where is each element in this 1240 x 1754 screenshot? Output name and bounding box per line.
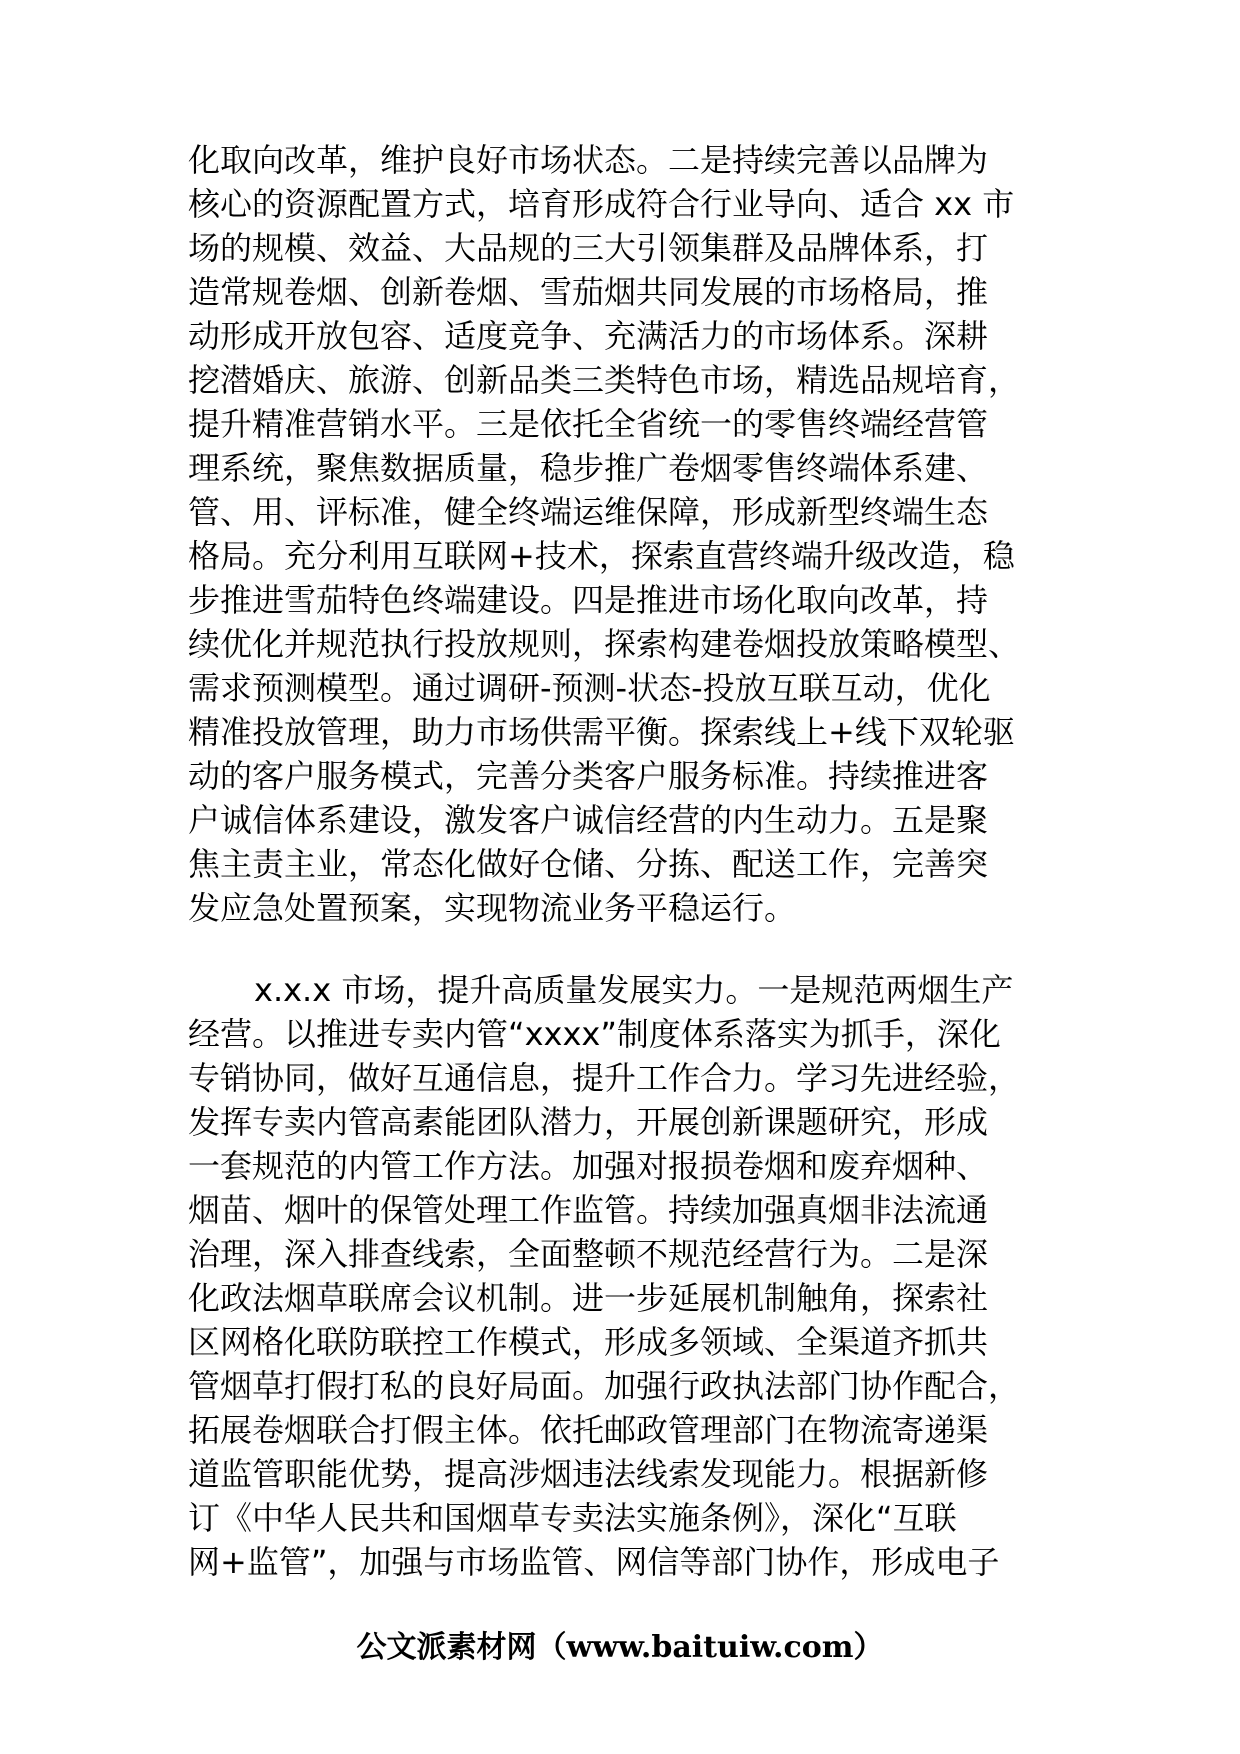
text-line: 焦主责主业，常态化做好仓储、分拣、配送工作，完善突 bbox=[188, 845, 989, 883]
text-line: 续优化并规范执行投放规则，探索构建卷烟投放策略模型、 bbox=[188, 625, 1021, 663]
text-line: 精准投放管理，助力市场供需平衡。探索线上+线下双轮驱 bbox=[188, 713, 1015, 751]
text-line: 治理，深入排查线索，全面整顿不规范经营行为。二是深 bbox=[188, 1235, 989, 1273]
text-line: 一套规范的内管工作方法。加强对报损卷烟和废弃烟种、 bbox=[188, 1147, 989, 1185]
text-line: 理系统，聚焦数据质量，稳步推广卷烟零售终端体系建、 bbox=[188, 449, 989, 487]
text-line: 化取向改革，维护良好市场状态。二是持续完善以品牌为 bbox=[188, 141, 989, 179]
text-line: 挖潜婚庆、旅游、创新品类三类特色市场，精选品规培育， bbox=[188, 361, 1021, 399]
text-line: 拓展卷烟联合打假主体。依托邮政管理部门在物流寄递渠 bbox=[188, 1411, 989, 1449]
text-line: 发挥专卖内管高素能团队潜力，开展创新课题研究，形成 bbox=[188, 1103, 989, 1141]
text-line: 格局。充分利用互联网+技术，探索直营终端升级改造，稳 bbox=[188, 537, 1015, 575]
footer-watermark: 公文派素材网（www.baituiw.com） bbox=[356, 1630, 884, 1665]
text-line: 动的客户服务模式，完善分类客户服务标准。持续推进客 bbox=[188, 757, 989, 795]
text-line: 管、用、评标准，健全终端运维保障，形成新型终端生态 bbox=[188, 493, 989, 531]
text-line: 专销协同，做好互通信息，提升工作合力。学习先进经验， bbox=[188, 1059, 1021, 1097]
text-line: 户诚信体系建设，激发客户诚信经营的内生动力。五是聚 bbox=[188, 801, 989, 839]
text-line: 管烟草打假打私的良好局面。加强行政执法部门协作配合， bbox=[188, 1367, 1021, 1405]
text-line: x.x.x 市场，提升高质量发展实力。一是规范两烟生产 bbox=[254, 971, 1014, 1009]
text-line: 区网格化联防联控工作模式，形成多领域、全渠道齐抓共 bbox=[188, 1323, 989, 1361]
text-line: 网+监管”，加强与市场监管、网信等部门协作，形成电子 bbox=[188, 1543, 1000, 1581]
text-line: 需求预测模型。通过调研-预测-状态-投放互联互动，优化 bbox=[188, 669, 991, 707]
text-line: 步推进雪茄特色终端建设。四是推进市场化取向改革，持 bbox=[188, 581, 989, 619]
text-line: 造常规卷烟、创新卷烟、雪茄烟共同发展的市场格局，推 bbox=[188, 273, 989, 311]
text-line: 核心的资源配置方式，培育形成符合行业导向、适合 xx 市 bbox=[188, 185, 1015, 223]
text-line: 经营。以推进专卖内管“xxxx”制度体系落实为抓手，深化 bbox=[188, 1015, 1001, 1053]
text-line: 道监管职能优势，提高涉烟违法线索发现能力。根据新修 bbox=[188, 1455, 989, 1493]
text-line: 提升精准营销水平。三是依托全省统一的零售终端经营管 bbox=[188, 405, 989, 443]
text-line: 动形成开放包容、适度竞争、充满活力的市场体系。深耕 bbox=[188, 317, 989, 355]
text-line: 订《中华人民共和国烟草专卖法实施条例》，深化“互联 bbox=[188, 1499, 957, 1537]
text-line: 烟苗、烟叶的保管处理工作监管。持续加强真烟非法流通 bbox=[188, 1191, 989, 1229]
text-line: 化政法烟草联席会议机制。进一步延展机制触角，探索社 bbox=[188, 1279, 989, 1317]
text-line: 发应急处置预案，实现物流业务平稳运行。 bbox=[188, 889, 797, 927]
text-line: 场的规模、效益、大品规的三大引领集群及品牌体系，打 bbox=[188, 229, 989, 267]
